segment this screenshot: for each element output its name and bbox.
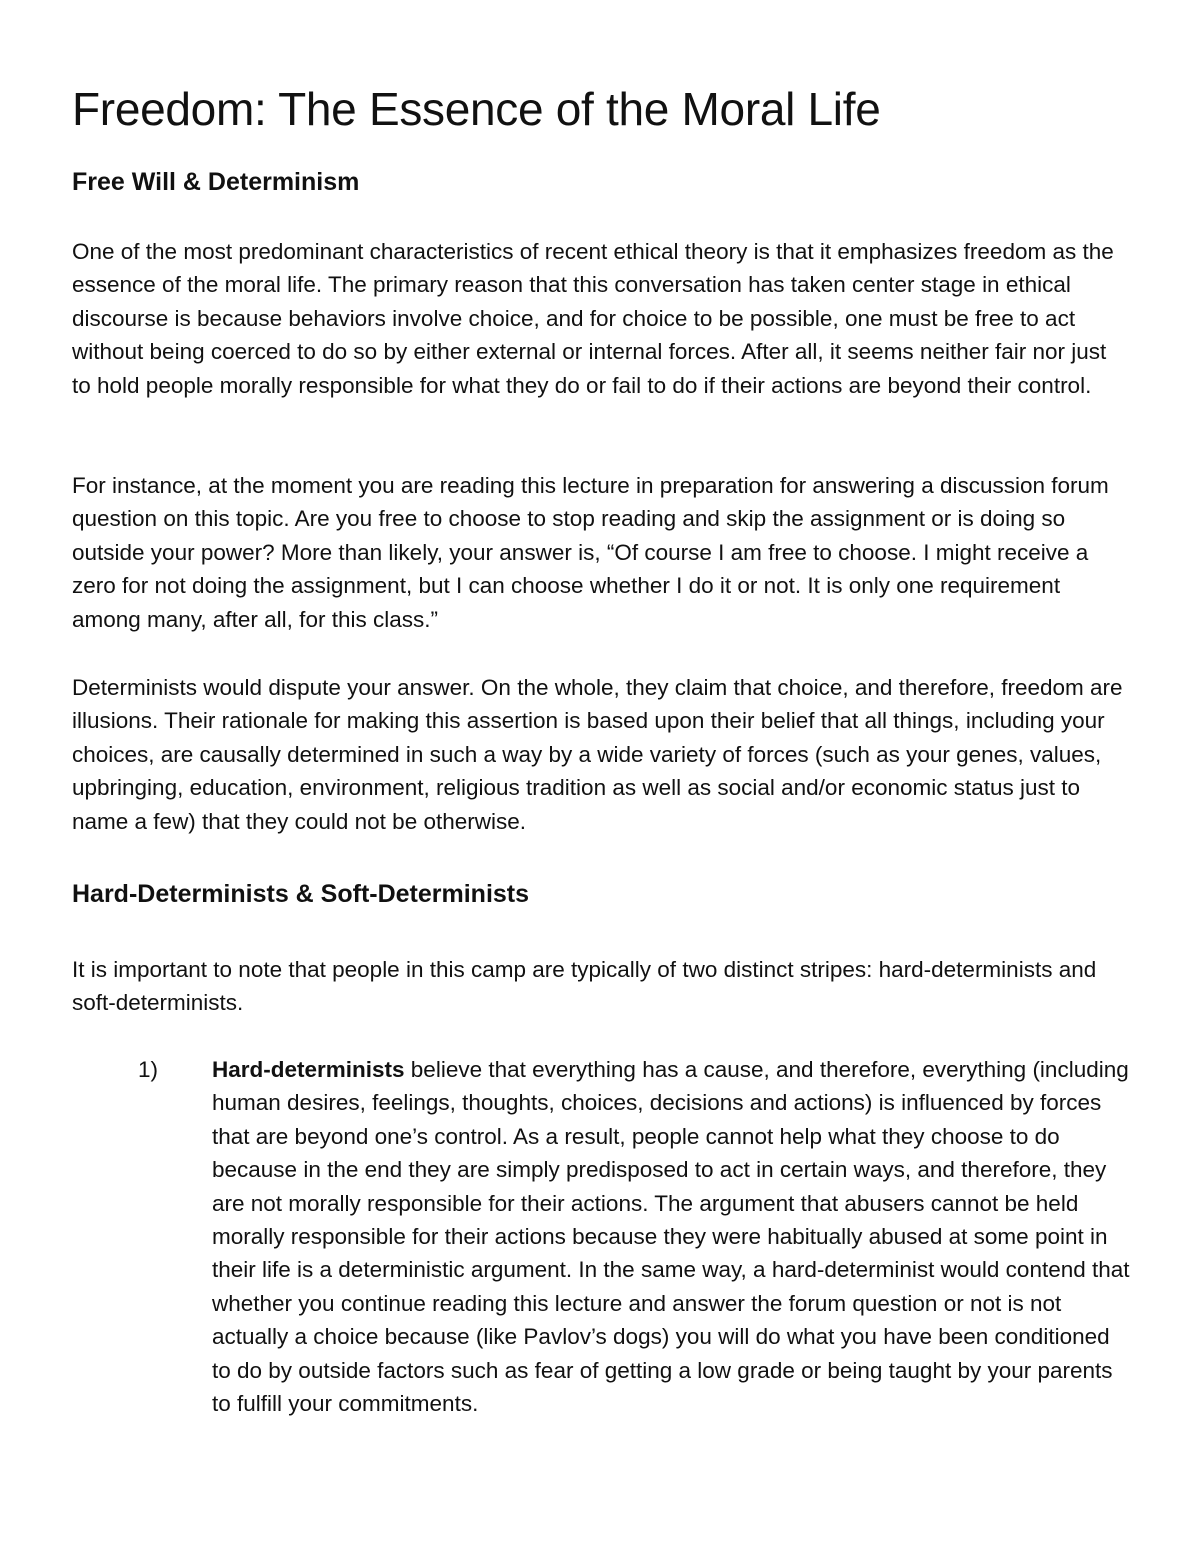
paragraph-freedom-essence: One of the most predominant characteristics of recent ethical theory is that it emphasizes freedom as the essence of the moral life. The primary reason that this conversation has taken center stage in ethical discourse is because behaviors involve choice, and for choice to be possible, one must be free to act without being coerced to do so by either external or internal forces. After all, it seems neither fair nor just to hold people morally responsible for what they do or fail to do if their actions are beyond their control. xyxy=(72,239,1114,398)
paragraph-determinists-dispute: Determinists would dispute your answer. On the whole, they claim that choice, and therefore, freedom are illusions. Their rationale for making this assertion is based upon their belief that all things, including your choices, are causally determined in such a way by a wide variety of forces (such as your genes, values, upbringing, education, environment, religious tradition as well as social and/or economic status just to name a few) that they could not be otherwise. xyxy=(72,675,1123,834)
determinist-list xyxy=(72,1053,1132,1420)
term-hard-determinists: Hard-determinists xyxy=(212,1057,405,1082)
document-title: Freedom: The Essence of the Moral Life xyxy=(72,83,881,135)
list-item-text: believe that everything has a cause, and therefore, everything (including human desires, feelings, thoughts, choices, decisions and actions) is influenced by forces that are beyond one’s control. As a result, people cannot help what they choose to do because in the end they are simply predisposed to act in certain ways, and therefore, they are not morally responsible for their actions. The argument that abusers cannot be held morally responsible for their actions because they were habitually abused at some point in their life is a deterministic argument. In the same way, a hard-determinist would contend that whether you continue reading this lecture and answer the forum question or not is not actually a choice because (like Pavlov’s dogs) you will do what you have been conditioned to do by outside factors such as fear of getting a low grade or being taught by your parents to fulfill your commitments. xyxy=(212,1057,1130,1417)
paragraph-two-stripes: It is important to note that people in this camp are typically of two distinct stripes: hard-determinists and soft-determinists. xyxy=(72,957,1097,1016)
list-item-hard-determinists xyxy=(72,1053,1132,1420)
paragraph-for-instance: For instance, at the moment you are reading this lecture in preparation for answering a discussion forum question on this topic. Are you free to choose to stop reading and skip the assignment or is doing so outside your power? More than likely, your answer is, “Of course I am free to choose. I might receive a zero for not doing the assignment, but I can choose whether I do it or not. It is only one requirement among many, after all, for this class.” xyxy=(72,473,1109,632)
section-heading-free-will: Free Will & Determinism xyxy=(72,168,360,196)
section-heading-hard-soft: Hard-Determinists & Soft-Determinists xyxy=(72,880,530,908)
list-marker: 1) xyxy=(138,1057,159,1082)
